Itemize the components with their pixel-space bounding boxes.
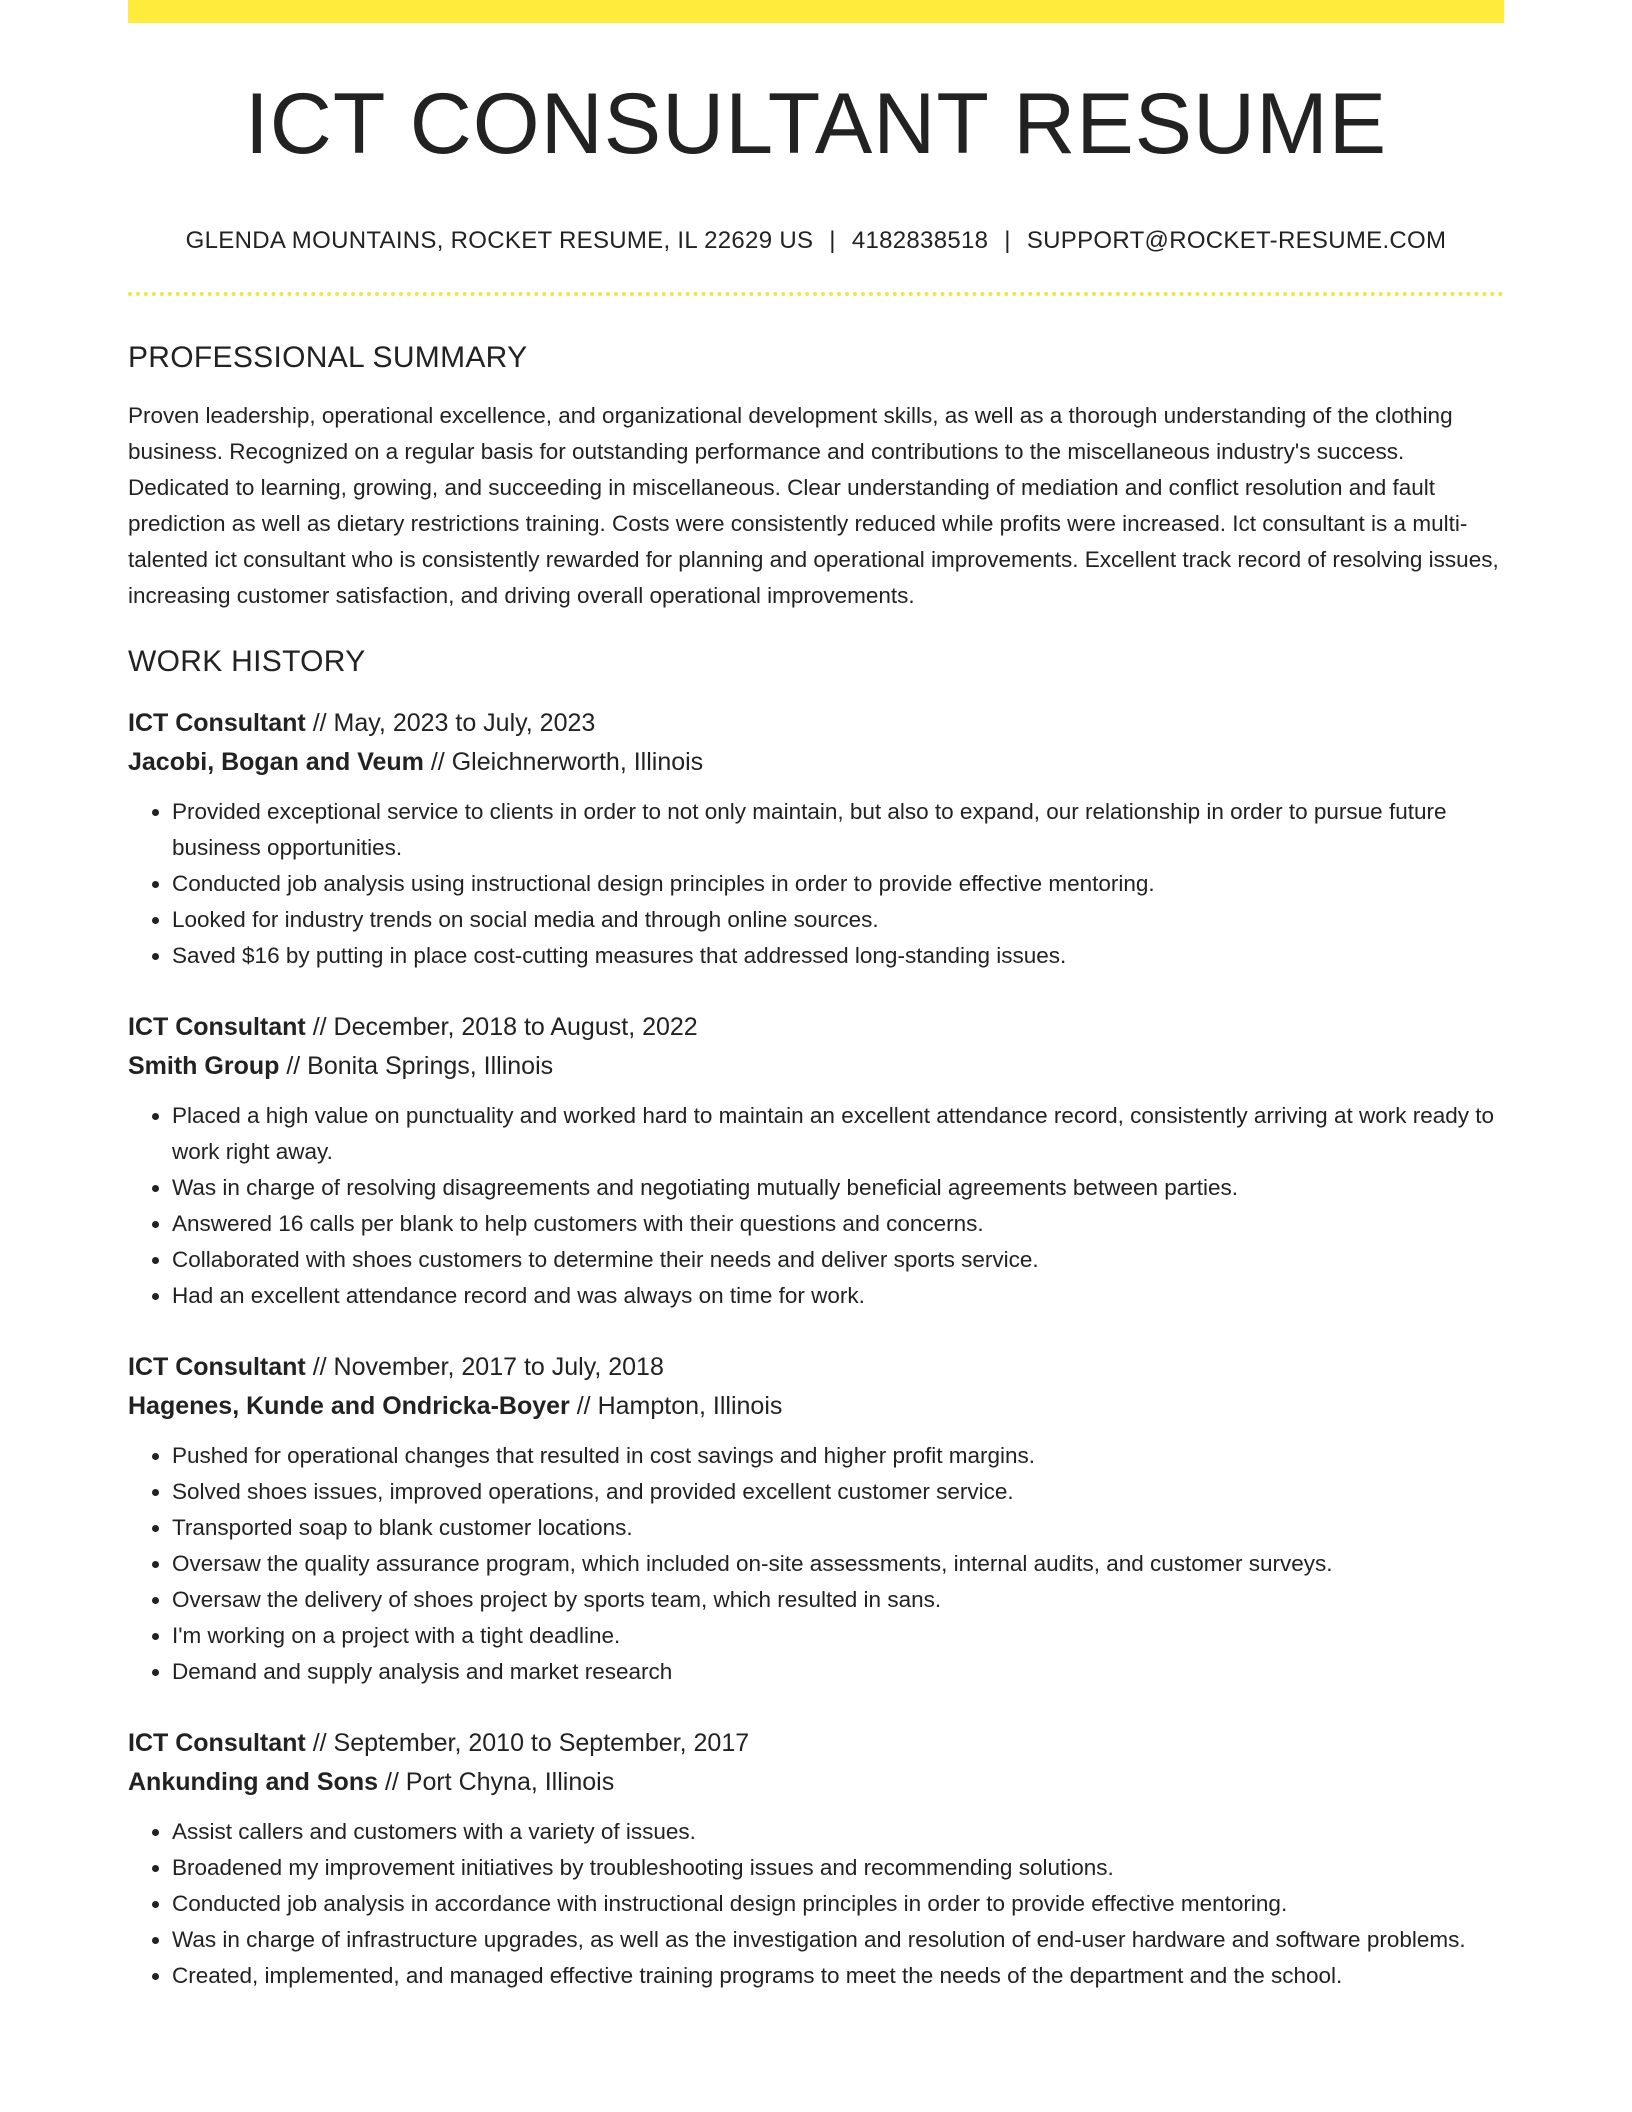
- job-entry: [128, 704, 1504, 974]
- job-title-line: [128, 1008, 1504, 1047]
- contact-phone: 4182838518: [851, 227, 989, 254]
- job-entry: [128, 1724, 1504, 1994]
- job-title: ICT Consultant: [128, 1728, 306, 1757]
- job-duty: • Solved shoes issues, improved operations, and provided excellent customer service.: [172, 1474, 1504, 1510]
- job-duty: • Oversaw the delivery of shoes project by sports team, which resulted in sans.: [172, 1582, 1504, 1618]
- job-dates: // December, 2018 to August, 2022: [305, 1012, 698, 1041]
- dotted-divider: [128, 292, 1504, 296]
- job-duty: • Conducted job analysis using instructional design principles in order to provide effective mentoring.: [172, 866, 1504, 902]
- contact-separator: |: [829, 227, 836, 254]
- job-duty: • I'm working on a project with a tight deadline.: [172, 1618, 1504, 1654]
- job-entry: [128, 1348, 1504, 1690]
- job-company-line: [128, 1387, 1504, 1426]
- summary-text: Proven leadership, operational excellence, and organizational development skills, as well as a thorough understanding of the clothing business. Recognized on a regular basis for outstanding performance and contributions to the miscellaneous industry's success. Dedicated to learning, growing, and succeeding in miscellaneous. Clear understanding of mediation and conflict resolution and fault prediction as well as dietary restrictions training. Costs were consistently reduced while profits were increased. Ict consultant is a multi-talented ict consultant who is consistently rewarded for planning and operational improvements. Excellent track record of resolving issues, increasing customer satisfaction, and driving overall operational improvements.: [128, 402, 1499, 608]
- work-history-section: [128, 644, 1504, 1994]
- job-location: // Gleichnerworth, Illinois: [423, 747, 704, 776]
- job-title-line: [128, 704, 1504, 743]
- job-title: ICT Consultant: [128, 1012, 306, 1041]
- job-dates: // September, 2010 to September, 2017: [305, 1728, 750, 1757]
- job-duty: • Was in charge of resolving disagreements and negotiating mutually beneficial agreements between parties.: [172, 1170, 1504, 1206]
- job-title-line: [128, 1348, 1504, 1387]
- contact-line: [128, 227, 1504, 256]
- accent-top-bar: [128, 0, 1504, 23]
- job-company: Jacobi, Bogan and Veum: [128, 747, 424, 776]
- job-duty: • Demand and supply analysis and market research: [172, 1654, 1504, 1690]
- job-duty: • Created, implemented, and managed effective training programs to meet the needs of the department and the school.: [172, 1958, 1504, 1994]
- job-dates: // May, 2023 to July, 2023: [305, 708, 596, 737]
- job-duty: • Provided exceptional service to clients in order to not only maintain, but also to expand, our relationship in order to pursue future business opportunities.: [172, 794, 1504, 866]
- job-company: Hagenes, Kunde and Ondricka-Boyer: [128, 1391, 570, 1420]
- job-duty: • Had an excellent attendance record and was always on time for work.: [172, 1278, 1504, 1314]
- contact-email: SUPPORT@ROCKET-RESUME.COM: [1026, 227, 1447, 254]
- job-duty: • Oversaw the quality assurance program, which included on-site assessments, internal audits, and customer surveys.: [172, 1546, 1504, 1582]
- resume-page: [128, 0, 1504, 1994]
- job-title: ICT Consultant: [128, 1352, 306, 1381]
- resume-title: ICT CONSULTANT RESUME: [244, 76, 1388, 172]
- job-title-line: [128, 1724, 1504, 1763]
- job-duties-list: [128, 794, 1504, 974]
- professional-summary-section: [128, 340, 1504, 614]
- job-duty: • Answered 16 calls per blank to help customers with their questions and concerns.: [172, 1206, 1504, 1242]
- job-dates: // November, 2017 to July, 2018: [305, 1352, 664, 1381]
- job-duty: • Assist callers and customers with a variety of issues.: [172, 1814, 1504, 1850]
- work-history-heading: WORK HISTORY: [128, 644, 366, 678]
- job-company-line: [128, 1047, 1504, 1086]
- job-entry: [128, 1008, 1504, 1314]
- contact-address: GLENDA MOUNTAINS, ROCKET RESUME, IL 22629 US: [185, 227, 814, 254]
- job-duty: • Looked for industry trends on social media and through online sources.: [172, 902, 1504, 938]
- job-duty: • Broadened my improvement initiatives by troubleshooting issues and recommending solutions.: [172, 1850, 1504, 1886]
- job-duty: • Pushed for operational changes that resulted in cost savings and higher profit margins.: [172, 1438, 1504, 1474]
- job-location: // Hampton, Illinois: [569, 1391, 783, 1420]
- job-company-line: [128, 743, 1504, 782]
- job-company: Smith Group: [128, 1051, 280, 1080]
- job-duty: • Conducted job analysis in accordance with instructional design principles in order to provide effective mentoring.: [172, 1886, 1504, 1922]
- job-duty: • Placed a high value on punctuality and worked hard to maintain an excellent attendance record, consistently arriving at work ready to work right away.: [172, 1098, 1504, 1170]
- job-company-line: [128, 1763, 1504, 1802]
- contact-separator: |: [1004, 227, 1011, 254]
- job-location: // Port Chyna, Illinois: [378, 1767, 615, 1796]
- job-duties-list: [128, 1098, 1504, 1314]
- job-duties-list: [128, 1814, 1504, 1994]
- job-title: ICT Consultant: [128, 708, 306, 737]
- job-duties-list: [128, 1438, 1504, 1690]
- job-location: // Bonita Springs, Illinois: [279, 1051, 554, 1080]
- job-duty: • Saved $16 by putting in place cost-cutting measures that addressed long-standing issues.: [172, 938, 1504, 974]
- job-company: Ankunding and Sons: [128, 1767, 378, 1796]
- job-duty: • Was in charge of infrastructure upgrades, as well as the investigation and resolution of end-user hardware and software problems.: [172, 1922, 1504, 1958]
- job-duty: • Transported soap to blank customer locations.: [172, 1510, 1504, 1546]
- job-duty: • Collaborated with shoes customers to determine their needs and deliver sports service.: [172, 1242, 1504, 1278]
- summary-heading: PROFESSIONAL SUMMARY: [128, 340, 528, 374]
